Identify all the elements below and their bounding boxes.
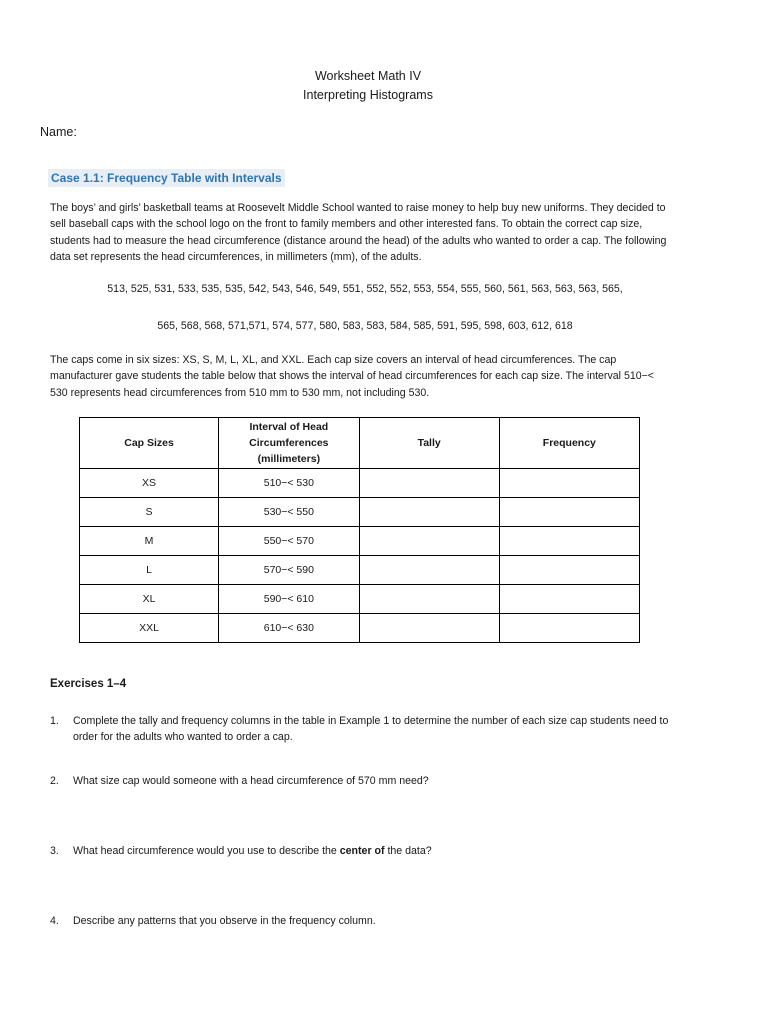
cap-size-cell: XL xyxy=(80,585,219,614)
exercise-number: 3. xyxy=(50,845,59,857)
tally-cell[interactable] xyxy=(359,527,499,556)
frequency-cell[interactable] xyxy=(499,556,639,585)
exercise-item xyxy=(50,843,670,859)
table-row xyxy=(80,614,640,643)
case-heading: Case 1.1: Frequency Table with Intervals xyxy=(48,169,285,187)
tally-cell[interactable] xyxy=(359,585,499,614)
frequency-cell[interactable] xyxy=(499,585,639,614)
table-row xyxy=(80,498,640,527)
frequency-cell[interactable] xyxy=(499,614,639,643)
cap-size-cell: XXL xyxy=(80,614,219,643)
exercise-text: What size cap would someone with a head circumference of 570 mm need? xyxy=(73,775,429,787)
cap-size-cell: L xyxy=(80,556,219,585)
exercise-text-end: the data? xyxy=(384,845,432,857)
frequency-cell[interactable] xyxy=(499,469,639,498)
interval-cell: 570−< 590 xyxy=(219,556,360,585)
frequency-cell[interactable] xyxy=(499,498,639,527)
data-set-line-1: 513, 525, 531, 533, 535, 535, 542, 543, 546, 549, 551, 552, 552, 553, 554, 555, 560, 561, 563, 563, 563, 565, xyxy=(107,283,623,295)
name-label: Name: xyxy=(40,125,77,139)
exercise-text xyxy=(73,843,670,859)
header-interval: Interval of Head Circumferences (millimeters) xyxy=(219,418,360,469)
cap-size-frequency-table xyxy=(79,417,640,643)
exercise-text: Describe any patterns that you observe in the frequency column. xyxy=(73,915,376,927)
exercises-heading: Exercises 1–4 xyxy=(50,678,127,690)
interval-cell: 510−< 530 xyxy=(219,469,360,498)
table-row xyxy=(80,556,640,585)
case-intro-paragraph: The boys’ and girls’ basketball teams at Roosevelt Middle School wanted to raise money to help buy new uniforms. They decided to sell baseball caps with the school logo on the front to family members and other interested fans. To obtain the correct cap size, students had to measure the head circumference (distance around the head) of the adults who wanted to order a cap. The following data set represents the head circumferences, in millimeters (mm), of the adults. xyxy=(50,202,667,264)
interval-cell: 530−< 550 xyxy=(219,498,360,527)
exercise-text: Complete the tally and frequency columns in the table in Example 1 to determine the number of each size cap students need to order for the adults who wanted to order a cap. xyxy=(73,715,669,744)
tally-cell[interactable] xyxy=(359,469,499,498)
exercise-number: 2. xyxy=(50,775,59,787)
tally-cell[interactable] xyxy=(359,614,499,643)
interval-cell: 550−< 570 xyxy=(219,527,360,556)
data-set-line-2: 565, 568, 568, 571,571, 574, 577, 580, 583, 583, 584, 585, 591, 595, 598, 603, 612, 618 xyxy=(157,320,573,332)
table-row xyxy=(80,469,640,498)
tally-cell[interactable] xyxy=(359,556,499,585)
exercise-number: 4. xyxy=(50,915,59,927)
interval-cell: 610−< 630 xyxy=(219,614,360,643)
table-row xyxy=(80,527,640,556)
cap-sizes-paragraph: The caps come in six sizes: XS, S, M, L, XL, and XXL. Each cap size covers an interval of head circumferences. The cap manufacturer gave students the table below that shows the interval of head circumferences for each cap size. The interval 510−< 530 represents head circumferences from 510 mm to 530 mm, not including 530. xyxy=(50,354,654,399)
exercise-item xyxy=(50,773,670,789)
header-tally: Tally xyxy=(359,418,499,469)
header-cap-sizes: Cap Sizes xyxy=(80,418,219,469)
cap-size-cell: S xyxy=(80,498,219,527)
exercise-text-bold: center of xyxy=(339,845,385,857)
tally-cell[interactable] xyxy=(359,498,499,527)
header-frequency: Frequency xyxy=(499,418,639,469)
frequency-cell[interactable] xyxy=(499,527,639,556)
interval-cell: 590−< 610 xyxy=(219,585,360,614)
cap-size-cell: XS xyxy=(80,469,219,498)
worksheet-title: Worksheet Math IV xyxy=(314,69,422,83)
exercise-text-start: What head circumference would you use to describe the xyxy=(73,845,340,857)
worksheet-subtitle: Interpreting Histograms xyxy=(303,88,433,102)
table-row xyxy=(80,585,640,614)
cap-size-cell: M xyxy=(80,527,219,556)
exercise-item xyxy=(50,913,670,929)
exercise-number: 1. xyxy=(50,715,59,727)
table-header-row xyxy=(80,418,640,469)
exercise-item xyxy=(50,713,670,746)
